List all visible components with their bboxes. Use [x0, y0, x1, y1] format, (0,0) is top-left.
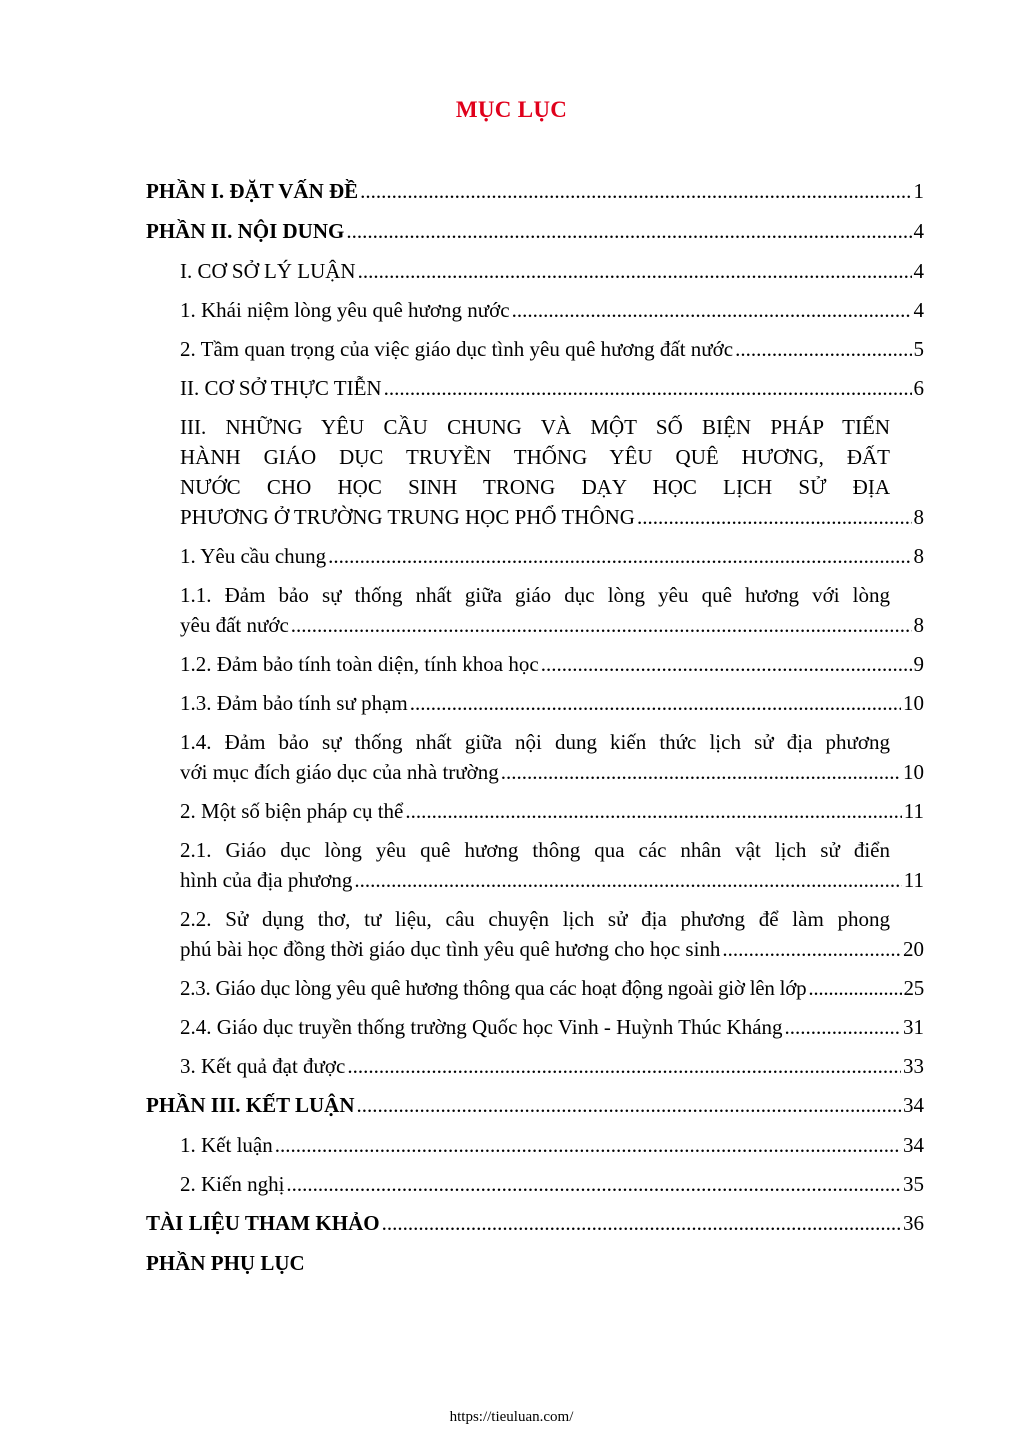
toc-entry-line: HÀNH GIÁO DỤC TRUYỀN THỐNG YÊU QUÊ HƯƠNG, ĐẤT [180, 445, 890, 469]
toc-page-number: 5 [913, 337, 924, 361]
toc-entry-label: 2. Một số biện pháp cụ thể [180, 799, 404, 823]
toc-entry-label: 1.3. Đảm bảo tính sư phạm [180, 691, 408, 715]
dot-leader [360, 176, 911, 206]
toc-entry-label: I. CƠ SỞ LÝ LUẬN [180, 259, 356, 283]
toc-entry-label: 3. Kết quả đạt được [180, 1054, 346, 1078]
toc-page-number: 9 [913, 652, 924, 676]
toc-entry-label: PHẦN III. KẾT LUẬN [146, 1093, 355, 1117]
toc-page-number: 4 [913, 298, 924, 322]
toc-entry[interactable] [146, 373, 924, 403]
toc-entry-label: 1. Khái niệm lòng yêu quê hương nước [180, 298, 510, 322]
toc-entry-label: 1. Kết luận [180, 1133, 273, 1157]
toc-entry-line: 2.1. Giáo dục lòng yêu quê hương thông qua các nhân vật lịch sử điển [180, 838, 890, 862]
toc-page-number: 4 [913, 219, 924, 243]
dot-leader [291, 610, 912, 640]
toc-entry-label: TÀI LIỆU THAM KHẢO [146, 1211, 380, 1235]
toc-page-number: 34 [903, 1133, 924, 1157]
toc-entry-label: yêu đất nước [180, 613, 289, 637]
toc-section[interactable] [146, 1248, 924, 1278]
toc-entry[interactable] [146, 412, 924, 532]
toc-page-number: 4 [913, 259, 924, 283]
toc-entry[interactable] [146, 580, 924, 640]
dot-leader [384, 373, 912, 403]
toc-entry[interactable] [146, 541, 924, 571]
toc-entry-label: PHẦN I. ĐẶT VẤN ĐỀ [146, 179, 359, 203]
dot-leader [382, 1208, 901, 1238]
toc-entry[interactable] [146, 1130, 924, 1160]
toc-page-number: 34 [903, 1093, 924, 1117]
dot-leader [637, 502, 912, 532]
toc-page-number: 35 [903, 1172, 924, 1196]
toc-section[interactable] [146, 176, 924, 206]
dot-leader [347, 1051, 901, 1081]
toc-section[interactable] [146, 1090, 924, 1120]
dot-leader [541, 649, 912, 679]
toc-entry[interactable] [146, 1169, 924, 1199]
toc-entry[interactable] [146, 256, 924, 286]
toc-entry[interactable] [146, 649, 924, 679]
toc-page-number: 36 [903, 1211, 924, 1235]
toc-page-number: 11 [903, 799, 924, 823]
toc-entry-line: III. NHỮNG YÊU CẦU CHUNG VÀ MỘT SỐ BIỆN PHÁP TIẾN [180, 415, 890, 439]
dot-leader [275, 1130, 901, 1160]
toc-entry-label: với mục đích giáo dục của nhà trường [180, 760, 499, 784]
toc-entry-line: 1.1. Đảm bảo sự thống nhất giữa giáo dục lòng yêu quê hương với lòng [180, 583, 890, 607]
toc-entry-label: 2. Kiến nghị [180, 1172, 285, 1196]
toc-entry[interactable] [146, 1012, 924, 1042]
dot-leader [735, 334, 911, 364]
toc-page-number: 8 [913, 505, 924, 529]
toc-entry[interactable] [146, 334, 924, 364]
dot-leader [286, 1169, 901, 1199]
toc-page-number: 1 [913, 179, 924, 203]
toc-entry[interactable] [146, 973, 924, 1003]
toc-page-number: 10 [903, 760, 924, 784]
table-of-contents [146, 176, 924, 1288]
toc-page-number: 11 [903, 868, 924, 892]
toc-page-number: 25 [903, 976, 924, 1000]
page-title: MỤC LỤC [455, 97, 568, 122]
toc-entry-label: 2.3. Giáo dục lòng yêu quê hương thông qua các hoạt động ngoài giờ lên lớp [180, 976, 807, 1000]
toc-section[interactable] [146, 1208, 924, 1238]
dot-leader [328, 541, 911, 571]
toc-entry[interactable] [146, 1051, 924, 1081]
toc-page-number: 20 [903, 937, 924, 961]
dot-leader [512, 295, 912, 325]
toc-page-number: 33 [903, 1054, 924, 1078]
toc-entry[interactable] [146, 835, 924, 895]
toc-page-number: 31 [903, 1015, 924, 1039]
toc-entry-label: 1. Yêu cầu chung [180, 544, 327, 568]
toc-entry-label: PHẦN PHỤ LỤC [146, 1251, 305, 1275]
toc-page-number: 6 [913, 376, 924, 400]
toc-entry[interactable] [146, 727, 924, 787]
toc-entry[interactable] [146, 904, 924, 964]
toc-entry[interactable] [146, 688, 924, 718]
dot-leader [405, 796, 901, 826]
dot-leader [346, 216, 911, 246]
toc-entry-label: II. CƠ SỞ THỰC TIỄN [180, 376, 382, 400]
dot-leader [722, 934, 901, 964]
dot-leader [358, 256, 912, 286]
toc-entry-label: phú bài học đồng thời giáo dục tình yêu quê hương cho học sinh [180, 937, 721, 961]
toc-entry-label: PHƯƠNG Ở TRƯỜNG TRUNG HỌC PHỔ THÔNG [180, 505, 635, 529]
toc-entry-label: hình của địa phương [180, 868, 353, 892]
dot-leader [356, 1090, 901, 1120]
toc-page-number: 10 [903, 691, 924, 715]
dot-leader [501, 757, 901, 787]
dot-leader [808, 973, 901, 1003]
toc-entry-line: NƯỚC CHO HỌC SINH TRONG DẠY HỌC LỊCH SỬ ĐỊA [180, 475, 890, 499]
toc-entry-label: 2.4. Giáo dục truyền thống trường Quốc học Vinh - Huỳnh Thúc Kháng [180, 1015, 783, 1039]
toc-entry[interactable] [146, 295, 924, 325]
dot-leader [785, 1012, 901, 1042]
toc-entry-label: 1.2. Đảm bảo tính toàn diện, tính khoa học [180, 652, 539, 676]
toc-entry-label: 2. Tầm quan trọng của việc giáo dục tình yêu quê hương đất nước [180, 337, 734, 361]
toc-entry-label: PHẦN II. NỘI DUNG [146, 219, 345, 243]
toc-entry[interactable] [146, 796, 924, 826]
footer-url: https://tieuluan.com/ [449, 1409, 574, 1425]
toc-entry-line: 1.4. Đảm bảo sự thống nhất giữa nội dung kiến thức lịch sử địa phương [180, 730, 890, 754]
toc-section[interactable] [146, 216, 924, 246]
toc-page-number: 8 [913, 544, 924, 568]
toc-entry-line: 2.2. Sử dụng thơ, tư liệu, câu chuyện lịch sử địa phương để làm phong [180, 907, 890, 931]
toc-page-number: 8 [913, 613, 924, 637]
dot-leader [410, 688, 901, 718]
dot-leader [354, 865, 901, 895]
